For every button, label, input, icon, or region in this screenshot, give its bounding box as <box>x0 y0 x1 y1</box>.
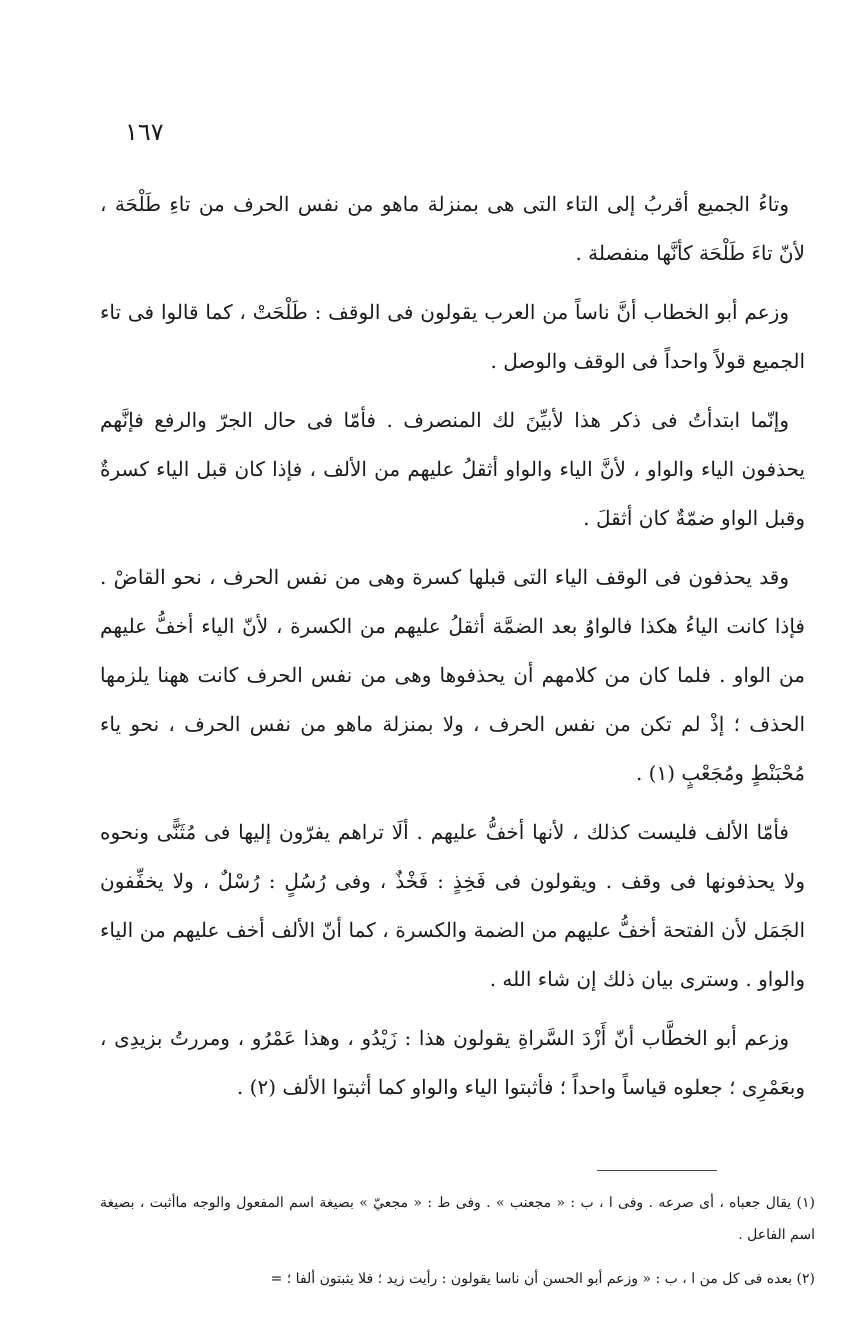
footnotes <box>100 1187 815 1307</box>
paragraph: وزعم أبو الخطَّاب أنّ أَزْدَ السَّراةِ يقولون هذا : زَيْدُو ، وهذا عَمْرُو ، ومررتُ بزيدِى ، وبعَمْرِى ؛ جعلوه قياساً واحداً ؛ فأثبتوا الياء والواو كما أثبتوا الألف (٢) . <box>100 1026 805 1099</box>
main-text <box>100 180 805 1122</box>
footnote-divider <box>597 1170 717 1171</box>
page-number: ١٦٧ <box>125 118 164 146</box>
paragraph: فأمّا الألف فليست كذلك ، لأنها أخفُّ عليهم . ألَا تراهم يفرّون إليها فى مُثَنًّى ونحوه ولا يحذفونها فى وقف . ويقولون فى فَخِذٍ : فَخْذٌ ، وفى رُسُلٍ : رُسْلٌ ، ولا يخفِّفون الجَمَل لأن الفتحة أخفُّ عليهم من الضمة والكسرة ، كما أنّ الألف أخف عليهم من الياء والواو . وسترى بيان ذلك إن شاء الله . <box>100 820 805 991</box>
footnote: (١) يقال جعباه ، أى صرعه . وفى ا ، ب : « مجعنب » . وفى ط : « مجعيّ » بصيغة اسم المفعول والوجه ماأثبت ، بصيغة اسم الفاعل . <box>100 1195 815 1243</box>
paragraph: وزعم أبو الخطاب أنَّ ناساً من العرب يقولون فى الوقف : طَلْحَتْ ، كما قالوا فى تاء الجميع قولاً واحداً فى الوقف والوصل . <box>100 300 805 373</box>
paragraph: وقد يحذفون فى الوقف الياء التى قبلها كسرة وهى من نفس الحرف ، نحو القاضْ . فإذا كانت الياءُ هكذا فالواوُ بعد الضمَّة أثقلُ عليهم من الكسرة ، لأنّ الياء أخفُّ عليهم من الواو . فلما كان من كلامهم أن يحذفوها وهى من نفس الحرف كانت ههنا يلزمها الحذف ؛ إذْ لم تكن من نفس الحرف ، ولا بمنزلة ماهو من نفس الحرف ، نحو ياء مُحْبَنْطٍ ومُجَعْبٍ (١) . <box>100 565 805 785</box>
paragraph: وإنّما ابتدأتُ فى ذكر هذا لأبيِّنَ لك المنصرف . فأمّا فى حال الجرّ والرفع فإنَّهم يحذفون الياء والواو ، لأنَّ الياء والواو أثقلُ عليهم من الألف ، فإذا كان قبل الياء كسرةٌ وقبل الواو ضمّةٌ كان أثقلَ . <box>100 408 805 530</box>
footnote: (٢) بعده فى كل من ا ، ب : « وزعم أبو الحسن أن ناسا يقولون : رأيت زيد ؛ فلا يثبتون ألفا ؛ = <box>270 1271 815 1287</box>
paragraph: وتاءُ الجميع أقربُ إلى التاء التى هى بمنزلة ماهو من نفس الحرف من تاءِ طَلْحَة ، لأنّ تاءَ طَلْحَة كأنَّها منفصلة . <box>100 192 805 265</box>
